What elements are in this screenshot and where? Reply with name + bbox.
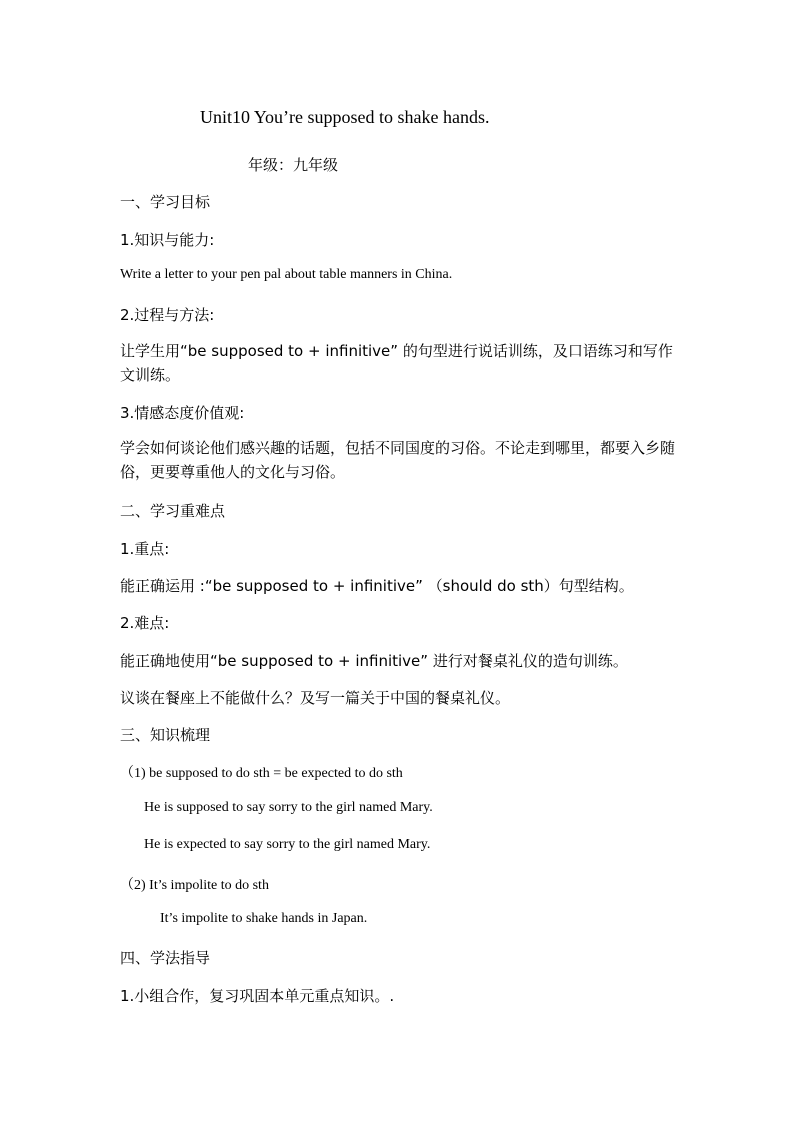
section-heading-review: 三、知识梳理 [120,726,211,744]
subheading-focus: 1.重点: [120,540,170,558]
subheading-difficulty: 2.难点: [120,614,170,632]
paragraph-process: 让学生用“be supposed to + infinitive” 的句型进行说话训练，及口语练习和写作文训练。 [120,342,673,384]
subheading-knowledge: 1.知识与能力: [120,231,215,249]
section-heading-objectives: 一、学习目标 [120,193,211,211]
page-title: Unit10 You’re supposed to shake hands. [200,107,490,127]
example-sentence-1: He is supposed to say sorry to the girl named Mary. [144,800,433,815]
section-heading-key-points: 二、学习重难点 [120,502,226,520]
example-sentence-2: He is expected to say sorry to the girl named Mary. [144,837,431,852]
paragraph-attitude: 学会如何谈论他们感兴趣的话题，包括不同国度的习俗。不论走到哪里，都要入乡随俗，更要尊重他人的文化与习俗。 [120,439,676,481]
paragraph-knowledge: Write a letter to your pen pal about table manners in China. [120,267,453,282]
paragraph-focus: 能正确运用 :“be supposed to + infinitive” （should do sth）句型结构。 [120,577,634,595]
grammar-point-2: （2) It’s impolite to do sth [120,878,269,893]
paragraph-difficulty-2: 议谈在餐座上不能做什么？及写一篇关于中国的餐桌礼仪。 [120,689,511,707]
grammar-point-1: （1) be supposed to do sth = be expected to do sth [120,766,403,781]
grade-line: 年级：九年级 [248,156,339,174]
paragraph-difficulty: 能正确地使用“be supposed to + infinitive” 进行对餐桌礼仪的造句训练。 [120,652,628,670]
paragraph-method-1: 1.小组合作，复习巩固本单元重点知识。. [120,987,395,1005]
subheading-attitude: 3.情感态度价值观: [120,404,245,422]
example-sentence-3: It’s impolite to shake hands in Japan. [160,911,368,926]
section-heading-method: 四、学法指导 [120,949,211,967]
subheading-process: 2.过程与方法: [120,306,215,324]
